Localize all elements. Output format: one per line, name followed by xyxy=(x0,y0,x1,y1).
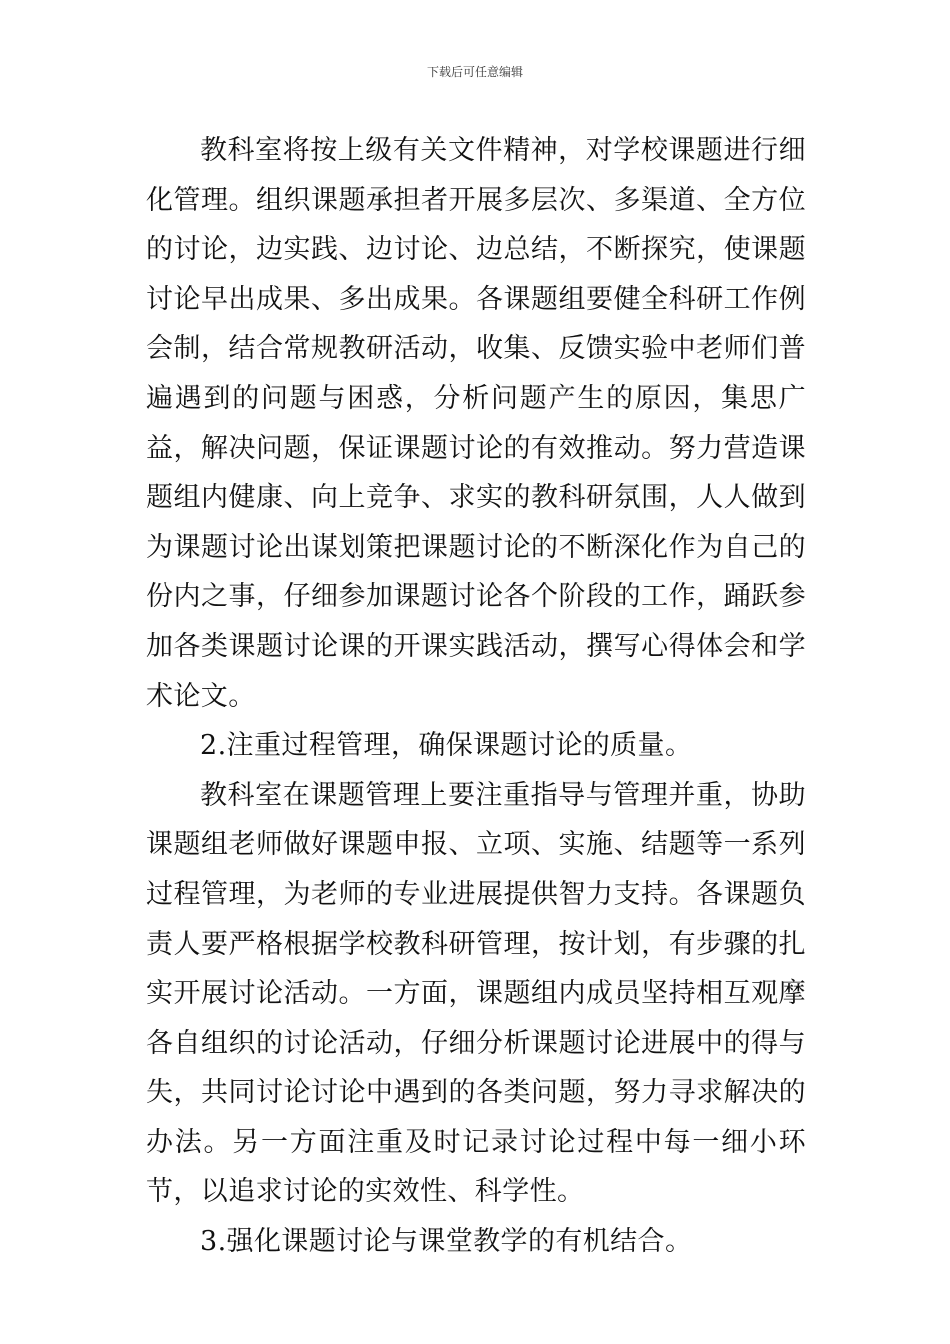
page-header-note: 下载后可任意编辑 xyxy=(426,65,523,79)
paragraph-1: 教科室将按上级有关文件精神，对学校课题进行细化管理。组织课题承担者开展多层次、多渠道、全方位的讨论，边实践、边讨论、边总结，不断探究，使课题讨论早出成果、多出成果。各课题组要健全科研工作例会制，结合常规教研活动，收集、反馈实验中老师们普遍遇到的问题与困惑，分析问题产生的原因，集思广益，解决问题，保证课题讨论的有效推动。努力营造课题组内健康、向上竞争、求实的教科研氛围，人人做到为课题讨论出谋划策把课题讨论的不断深化作为自己的份内之事，仔细参加课题讨论各个阶段的工作，踊跃参加各类课题讨论课的开课实践活动，撰写心得体会和学术论文。 xyxy=(146,135,806,712)
section-heading-3: 3.强化课题讨论与课堂教学的有机结合。 xyxy=(200,1226,693,1258)
document-body xyxy=(146,126,806,1267)
section-heading-2: 2.注重过程管理，确保课题讨论的质量。 xyxy=(200,730,693,762)
paragraph-2: 教科室在课题管理上要注重指导与管理并重，协助课题组老师做好课题申报、立项、实施、结题等一系列过程管理，为老师的专业进展提供智力支持。各课题负责人要严格根据学校教科研管理，按计划，有步骤的扎实开展讨论活动。一方面，课题组内成员坚持相互观摩各自组织的讨论活动，仔细分析课题讨论进展中的得与失，共同讨论讨论中遇到的各类问题，努力寻求解决的办法。另一方面注重及时记录讨论过程中每一细小环节，以追求讨论的实效性、科学性。 xyxy=(146,779,806,1208)
